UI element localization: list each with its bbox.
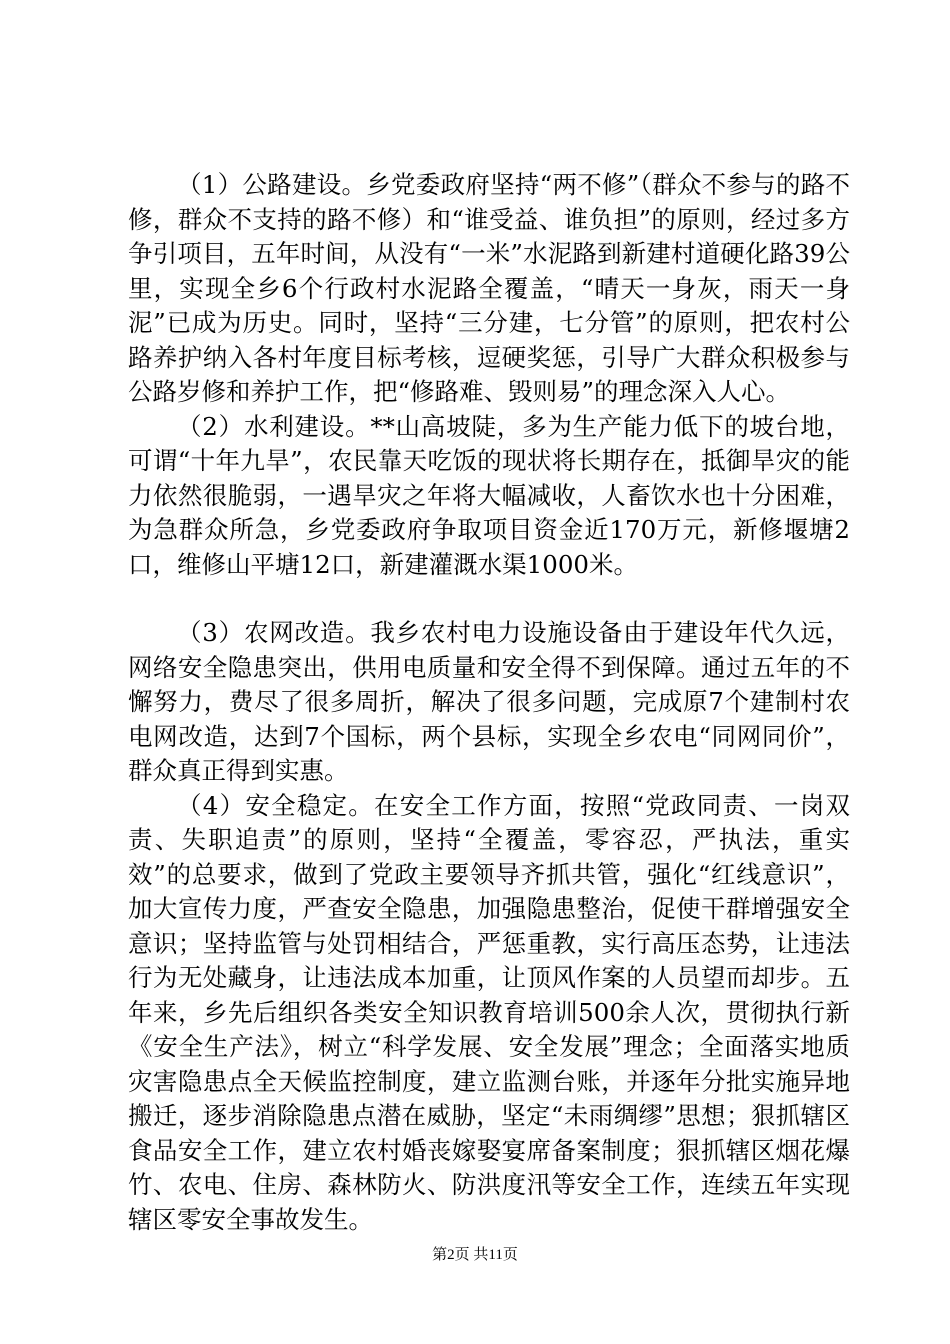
- paragraph-water-conservancy: （2）水利建设。**山高坡陡，多为生产能力低下的坡台地，可谓“十年九旱”，农民靠天吃饭的现状将长期存在，抵御旱灾的能力依然很脆弱，一遇旱灾之年将大幅减收，人畜饮水也十分困难，为急群众所急，乡党委政府争取项目资金近170万元，新修堰塘2口，维修山平塘12口，新建灌溉水渠1000米。: [128, 411, 850, 579]
- page-number-footer: 第2页 共11页: [432, 1247, 518, 1263]
- paragraph-power-grid: （3）农网改造。我乡农村电力设施设备由于建设年代久远，网络安全隐患突出，供用电质量和安全得不到保障。通过五年的不懈努力，费尽了很多周折，解决了很多问题，完成原7个建制村农电网改造，达到7个国标，两个县标，实现全乡农电“同网同价”，群众真正得到实惠。: [128, 618, 850, 785]
- paragraph-spacer: [128, 582, 850, 616]
- paragraph-safety-stability: （4）安全稳定。在安全工作方面，按照“党政同责、一岗双责、失职追责”的原则，坚持“全覆盖，零容忍，严执法，重实效”的总要求，做到了党政主要领导齐抓共管，强化“红线意识”，加大宣传力度，严查安全隐患，加强隐患整治，促使干群增强安全意识；坚持监管与处罚相结合，严惩重教，实行高压态势，让违法行为无处藏身，让违法成本加重，让顶风作案的人员望而却步。五年来，乡先后组织各类安全知识教育培训500余人次，贯彻执行新《安全生产法》，树立“科学发展、安全发展”理念；全面落实地质灾害隐患点全天候监控制度，建立监测台账，并逐年分批实施异地搬迁，逐步消除隐患点潜在威胁，坚定“未雨绸缪”思想；狠抓辖区食品安全工作，建立农村婚丧嫁娶宴席备案制度；狠抓辖区烟花爆竹、农电、住房、森林防火、防洪度汛等安全工作，连续五年实现辖区零安全事故发生。: [128, 790, 850, 1234]
- paragraph-road-construction: （1）公路建设。乡党委政府坚持“两不修”（群众不参与的路不修，群众不支持的路不修）和“谁受益、谁负担”的原则，经过多方争引项目，五年时间，从没有“一米”水泥路到新建村道硬化路39公里，实现全乡6个行政村水泥路全覆盖，“晴天一身灰，雨天一身泥”已成为历史。同时，坚持“三分建，七分管”的原则，把农村公路养护纳入各村年度目标考核，逗硬奖惩，引导广大群众积极参与公路岁修和养护工作，把“修路难、毁则易”的理念深入人心。: [128, 170, 850, 406]
- document-body: [128, 168, 850, 1237]
